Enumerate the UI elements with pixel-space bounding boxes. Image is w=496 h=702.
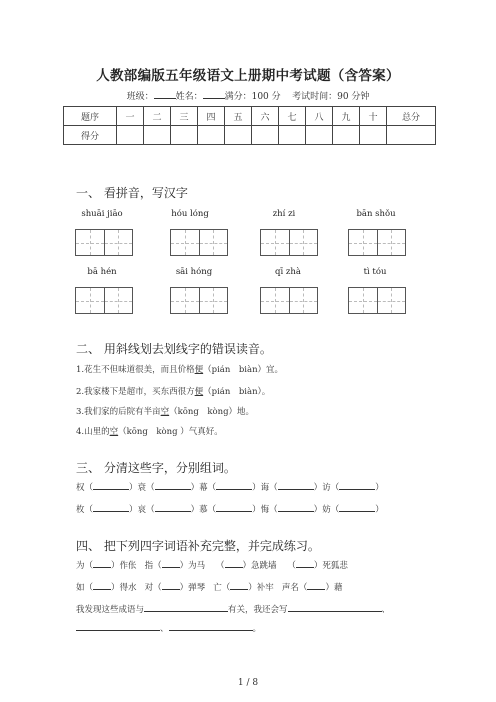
pinyin-label: hóu lóng: [171, 209, 209, 219]
pinyin-label: shuāi jiāo: [81, 209, 123, 219]
writing-grid[interactable]: [348, 229, 406, 256]
answer-blank[interactable]: [288, 603, 382, 612]
answer-blank[interactable]: [93, 481, 129, 490]
score-header-cell: 一: [117, 107, 144, 126]
section-1-heading: 一、 看拼音，写汉字: [76, 186, 188, 200]
score-cell[interactable]: [306, 126, 333, 145]
section-3-heading: 三、 分清这些字，分别组词。: [76, 461, 236, 475]
answer-blank[interactable]: [225, 559, 243, 568]
score-cell[interactable]: [252, 126, 279, 145]
underlined-char: 便: [194, 387, 204, 397]
section-2-heading: 二、 用斜线划去划线字的错误读音。: [76, 342, 272, 356]
writing-grid[interactable]: [75, 229, 133, 256]
name-blank[interactable]: [203, 89, 225, 99]
question-line: 4.山里的空（kōng kòng ）气真好。: [76, 427, 223, 437]
section-4-heading: 四、 把下列四字词语补充完整，并完成练习。: [76, 539, 320, 553]
answer-blank[interactable]: [278, 481, 314, 490]
answer-blank[interactable]: [162, 559, 180, 568]
score-header-cell: 八: [306, 107, 333, 126]
page-title: 人教部编版五年级语文上册期中考试题（含答案）: [96, 68, 400, 84]
score-row-label: 得分: [64, 126, 117, 145]
answer-blank[interactable]: [278, 503, 314, 512]
class-label: 班级：: [126, 92, 154, 102]
score-header-cell: 二: [144, 107, 171, 126]
writing-grid[interactable]: [348, 287, 406, 314]
full-score: 满分：100 分: [224, 92, 281, 102]
pinyin-label: qī zhà: [275, 267, 301, 277]
answer-blank[interactable]: [76, 622, 160, 631]
score-table: [63, 106, 436, 145]
writing-grid[interactable]: [260, 287, 318, 314]
writing-grid[interactable]: [75, 287, 133, 314]
exam-time: 考试时间：90 分钟: [292, 92, 370, 102]
score-header-cell: 五: [225, 107, 252, 126]
question-line: 1.花生不但味道很美，而且价格便（pián biàn）宜。: [76, 365, 284, 375]
fill-line: 、 。: [76, 622, 261, 634]
answer-blank[interactable]: [339, 503, 375, 512]
answer-blank[interactable]: [162, 581, 180, 590]
score-header-cell: 三: [171, 107, 198, 126]
score-table-score-row: [64, 126, 436, 145]
underlined-char: 空: [109, 427, 119, 437]
answer-blank[interactable]: [307, 581, 325, 590]
answer-blank[interactable]: [216, 481, 252, 490]
score-cell[interactable]: [360, 126, 387, 145]
underlined-char: 便: [194, 365, 204, 375]
answer-blank[interactable]: [93, 581, 111, 590]
idiom-row: 如（ ）得水 对（ ）弹琴 亡（ ）补牢 声名（ ）藉: [76, 583, 343, 593]
pinyin-label: zhí zi: [272, 209, 296, 219]
answer-blank[interactable]: [339, 481, 375, 490]
name-label: 姓名：: [175, 92, 203, 102]
writing-grid[interactable]: [170, 229, 228, 256]
score-table-header-row: [64, 107, 436, 126]
score-cell[interactable]: [387, 126, 436, 145]
score-header-cell: 四: [198, 107, 225, 126]
answer-blank[interactable]: [216, 503, 252, 512]
score-cell[interactable]: [198, 126, 225, 145]
answer-blank[interactable]: [144, 603, 228, 612]
word-row: 枚（ ）哀（ ）慕（ ）悔（ ）妨（ ）: [76, 505, 384, 515]
score-cell[interactable]: [117, 126, 144, 145]
page-number: 1 / 8: [237, 678, 259, 688]
score-cell[interactable]: [171, 126, 198, 145]
answer-blank[interactable]: [93, 559, 111, 568]
score-header-cell: 总分: [387, 107, 436, 126]
score-cell[interactable]: [279, 126, 306, 145]
question-line: 3.我们家的后院有半亩空（kōng kòng）地。: [76, 407, 255, 417]
pinyin-label: bān shǒu: [356, 209, 396, 219]
class-blank[interactable]: [154, 89, 176, 99]
answer-blank[interactable]: [296, 559, 314, 568]
pinyin-label: tì tóu: [363, 267, 387, 277]
answer-blank[interactable]: [93, 503, 129, 512]
score-cell[interactable]: [144, 126, 171, 145]
answer-blank[interactable]: [155, 481, 191, 490]
score-header-cell: 六: [252, 107, 279, 126]
idiom-row: 为（ ）作伥 指（ ）为马 （ ）急跳墙 （ ）死狐悲: [76, 561, 348, 571]
underlined-char: 空: [160, 407, 170, 417]
answer-blank[interactable]: [230, 581, 248, 590]
score-cell[interactable]: [225, 126, 252, 145]
pinyin-label: bā hén: [87, 267, 117, 277]
score-header-cell: 七: [279, 107, 306, 126]
pinyin-label: sāi hóng: [175, 267, 213, 277]
writing-grid[interactable]: [170, 287, 228, 314]
question-line: 2.我家楼下是超市，买东西很方便（pián biàn）。: [76, 387, 271, 397]
fill-line: 我发现这些成语与 有关，我还会写 、: [76, 605, 391, 615]
writing-grid[interactable]: [260, 229, 318, 256]
score-header-cell: 十: [360, 107, 387, 126]
answer-blank[interactable]: [169, 622, 253, 631]
score-cell[interactable]: [333, 126, 360, 145]
word-row: 权（ ）衰（ ）幕（ ）诲（ ）访（ ）: [76, 483, 384, 493]
exam-info: [0, 89, 496, 102]
answer-blank[interactable]: [155, 503, 191, 512]
score-header-cell: 九: [333, 107, 360, 126]
score-header-cell: 题序: [64, 107, 117, 126]
